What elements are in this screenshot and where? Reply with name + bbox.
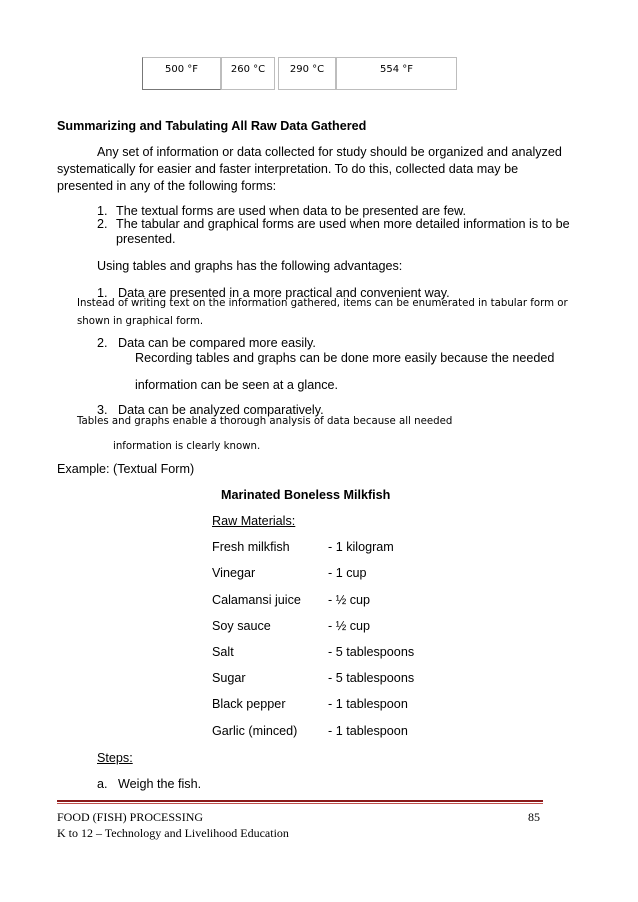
ingredient-name: Salt xyxy=(212,645,234,659)
paragraph-line: presented in any of the following forms: xyxy=(57,179,277,193)
section-heading: Summarizing and Tabulating All Raw Data Gathered xyxy=(57,119,367,133)
advantage-note: information can be seen at a glance. xyxy=(135,378,339,392)
list-number: 2. xyxy=(97,217,108,231)
table-cell: 260 °C xyxy=(221,57,275,90)
ingredient-row xyxy=(212,670,415,687)
ingredient-row xyxy=(212,696,408,713)
page-number: 85 xyxy=(528,810,540,824)
ingredient-name: Vinegar xyxy=(212,566,256,580)
ingredient-row xyxy=(212,723,408,740)
table-cell: 500 °F xyxy=(142,57,221,90)
step-item: a. Weigh the fish. xyxy=(97,777,202,791)
list-item: The tabular and graphical forms are used when more detailed information is to be xyxy=(116,217,570,231)
advantage-item: 3. Data can be analyzed comparatively. xyxy=(97,403,324,417)
ingredient-name: Black pepper xyxy=(212,697,286,711)
footer-subtitle: K to 12 – Technology and Livelihood Education xyxy=(57,826,289,840)
footer-divider xyxy=(57,800,543,802)
ingredient-name: Fresh milkfish xyxy=(212,540,290,554)
ingredient-quantity: - 1 kilogram xyxy=(328,540,394,554)
advantage-note: information is clearly known. xyxy=(113,441,261,452)
paragraph-line: Any set of information or data collected for study should be organized and analyzed xyxy=(97,145,562,159)
ingredient-name: Soy sauce xyxy=(212,619,271,633)
ingredient-name: Calamansi juice xyxy=(212,593,301,607)
advantage-note: Recording tables and graphs can be done more easily because the needed xyxy=(135,351,555,365)
advantages-intro: Using tables and graphs has the following advantages: xyxy=(97,259,403,273)
advantage-note: Instead of writing text on the information gathered, items can be enumerated in tabular form or xyxy=(77,298,568,309)
list-item: The textual forms are used when data to be presented are few. xyxy=(116,204,467,218)
ingredient-name: Sugar xyxy=(212,671,246,685)
footer-divider-accent xyxy=(57,803,543,804)
list-number: 1. xyxy=(97,204,108,218)
ingredient-row xyxy=(212,565,367,582)
ingredient-row xyxy=(212,592,370,609)
list-item-continuation: presented. xyxy=(116,232,176,246)
steps-label: Steps: xyxy=(97,751,133,765)
ingredient-quantity: - 1 tablespoon xyxy=(328,724,408,738)
ingredient-quantity: - ½ cup xyxy=(328,619,370,633)
example-label: Example: (Textual Form) xyxy=(57,462,195,476)
ingredient-row xyxy=(212,618,370,635)
advantage-item: 1. Data are presented in a more practical and convenient way. xyxy=(97,286,450,300)
paragraph-line: systematically for easier and faster interpretation. To do this, collected data may be xyxy=(57,162,519,176)
recipe-title: Marinated Boneless Milkfish xyxy=(221,488,391,502)
raw-materials-label: Raw Materials: xyxy=(212,514,296,528)
table-cell: 554 °F xyxy=(336,57,457,90)
ingredient-quantity: - 1 tablespoon xyxy=(328,697,408,711)
advantage-note: Tables and graphs enable a thorough analysis of data because all needed xyxy=(77,416,453,427)
ingredient-quantity: - 1 cup xyxy=(328,566,367,580)
ingredient-quantity: - 5 tablespoons xyxy=(328,645,415,659)
advantage-note: shown in graphical form. xyxy=(77,316,204,327)
footer-title: FOOD (FISH) PROCESSING xyxy=(57,810,204,824)
ingredient-row xyxy=(212,644,415,661)
advantage-item: 2. Data can be compared more easily. xyxy=(97,336,316,350)
ingredient-quantity: - ½ cup xyxy=(328,593,370,607)
table-cell: 290 °C xyxy=(278,57,336,90)
ingredient-quantity: - 5 tablespoons xyxy=(328,671,415,685)
ingredient-name: Garlic (minced) xyxy=(212,724,298,738)
ingredient-row xyxy=(212,539,394,556)
